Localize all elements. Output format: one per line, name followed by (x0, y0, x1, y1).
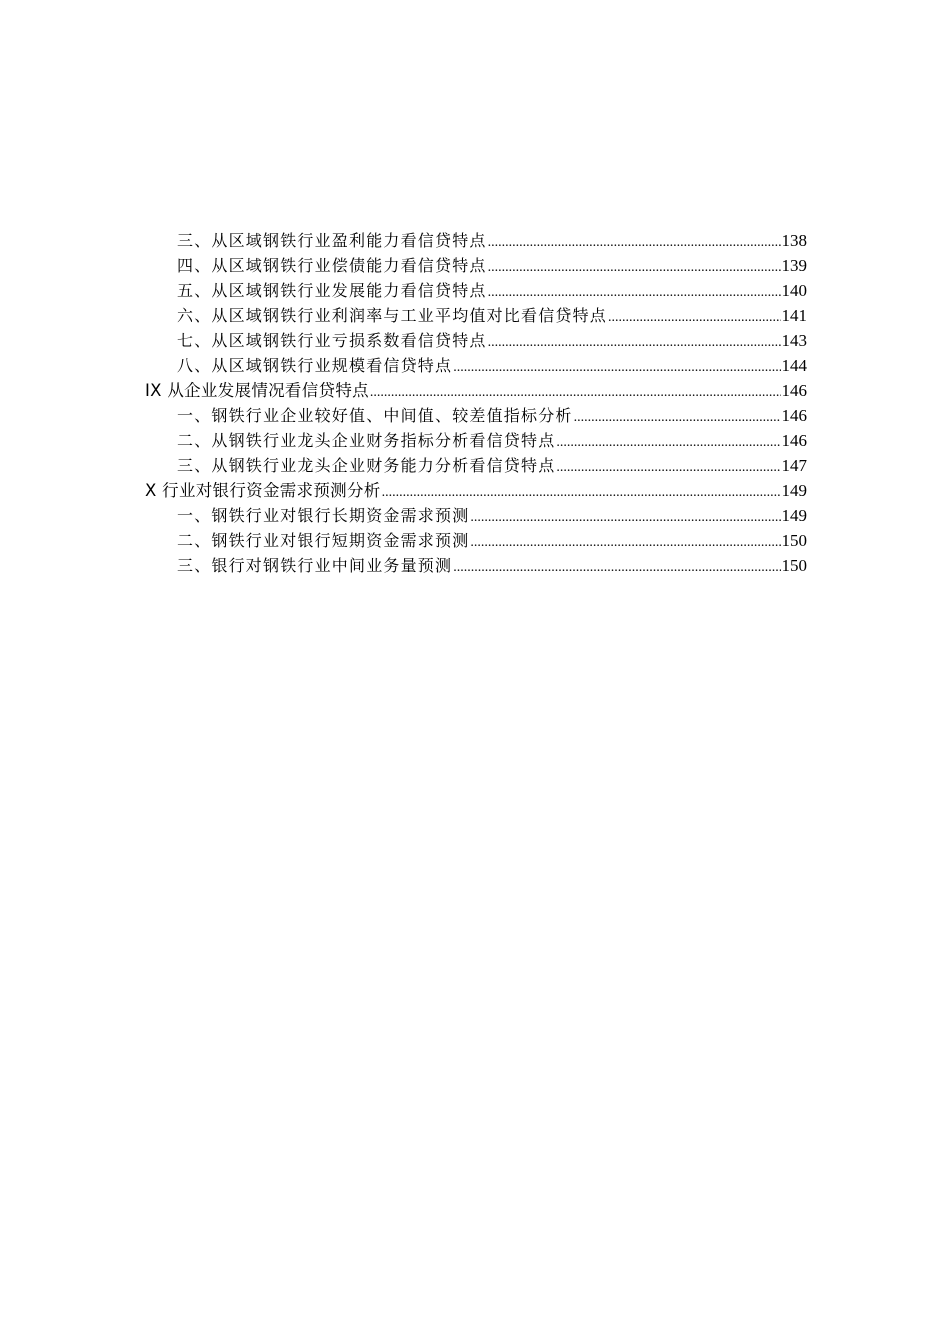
toc-chapter-entry[interactable] (145, 478, 807, 503)
toc-page-number: 143 (781, 331, 807, 350)
toc-entry[interactable] (145, 303, 807, 328)
toc-entry-title: 七、从区域钢铁行业亏损系数看信贷特点 (177, 331, 487, 350)
toc-dot-leader (488, 255, 781, 280)
toc-page-number: 150 (781, 556, 807, 575)
toc-page-number: 146 (781, 381, 807, 400)
toc-entry-title: 二、钢铁行业对银行短期资金需求预测 (177, 531, 470, 550)
toc-chapter-title: IX 从企业发展情况看信贷特点 (145, 381, 369, 400)
toc-page-number: 146 (781, 431, 807, 450)
toc-page-number: 139 (781, 256, 807, 275)
toc-dot-leader (382, 480, 781, 505)
toc-entry[interactable] (145, 328, 807, 353)
toc-entry[interactable] (145, 228, 807, 253)
toc-entry[interactable] (145, 403, 807, 428)
toc-entry[interactable] (145, 503, 807, 528)
toc-dot-leader (556, 455, 780, 480)
toc-page-number: 146 (781, 406, 807, 425)
toc-entry-title: 一、钢铁行业企业较好值、中间值、较差值指标分析 (177, 406, 573, 425)
toc-page-number: 150 (781, 531, 807, 550)
toc-entry[interactable] (145, 353, 807, 378)
toc-entry[interactable] (145, 278, 807, 303)
toc-dot-leader (470, 530, 780, 555)
toc-page-number: 141 (781, 306, 807, 325)
toc-chapter-entry[interactable] (145, 378, 807, 403)
toc-entry-title: 三、银行对钢铁行业中间业务量预测 (177, 556, 453, 575)
toc-dot-leader (556, 430, 780, 455)
toc-entry-title: 三、从钢铁行业龙头企业财务能力分析看信贷特点 (177, 456, 556, 475)
toc-page-number: 144 (781, 356, 807, 375)
toc-entry[interactable] (145, 453, 807, 478)
toc-entry-title: 六、从区域钢铁行业利润率与工业平均值对比看信贷特点 (177, 306, 608, 325)
toc-page-number: 149 (781, 506, 807, 525)
toc-entry[interactable] (145, 253, 807, 278)
toc-dot-leader (608, 305, 780, 330)
toc-page-number: 149 (781, 481, 807, 500)
toc-dot-leader (370, 380, 781, 405)
toc-dot-leader (574, 405, 781, 430)
table-of-contents (145, 228, 807, 578)
toc-entry-title: 一、钢铁行业对银行长期资金需求预测 (177, 506, 470, 525)
toc-dot-leader (470, 505, 780, 530)
toc-entry-title: 四、从区域钢铁行业偿债能力看信贷特点 (177, 256, 487, 275)
toc-entry-title: 三、从区域钢铁行业盈利能力看信贷特点 (177, 231, 487, 250)
toc-entry-title: 二、从钢铁行业龙头企业财务指标分析看信贷特点 (177, 431, 556, 450)
toc-entry-title: 八、从区域钢铁行业规模看信贷特点 (177, 356, 453, 375)
toc-dot-leader (453, 555, 780, 580)
toc-page-number: 140 (781, 281, 807, 300)
toc-page-number: 138 (781, 231, 807, 250)
toc-chapter-title: X 行业对银行资金需求预测分析 (145, 481, 381, 500)
toc-entry-title: 五、从区域钢铁行业发展能力看信贷特点 (177, 281, 487, 300)
toc-dot-leader (453, 355, 780, 380)
toc-page-number: 147 (781, 456, 807, 475)
toc-entry[interactable] (145, 428, 807, 453)
toc-dot-leader (488, 230, 781, 255)
toc-dot-leader (488, 330, 781, 355)
toc-dot-leader (488, 280, 781, 305)
toc-entry[interactable] (145, 553, 807, 578)
toc-entry[interactable] (145, 528, 807, 553)
